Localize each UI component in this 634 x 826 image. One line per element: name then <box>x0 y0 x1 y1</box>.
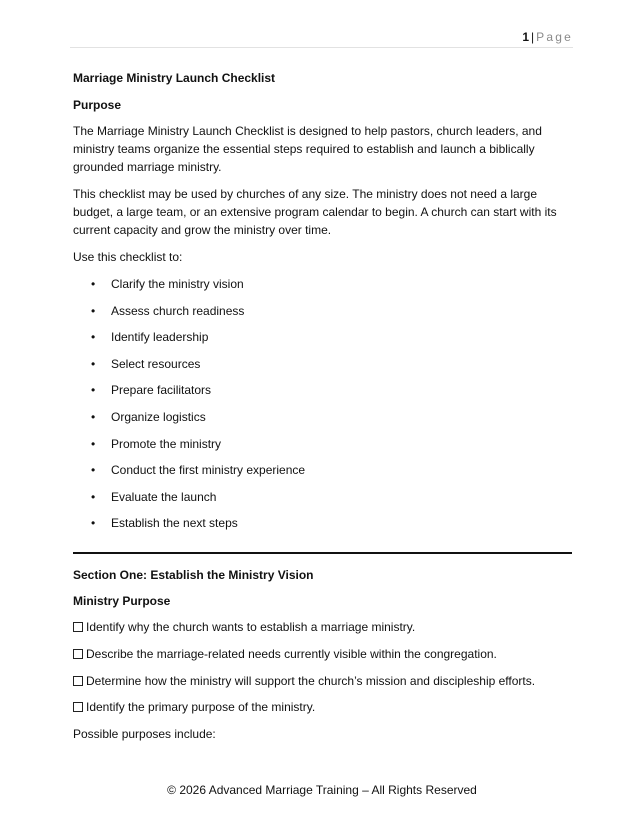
page-separator: | <box>531 30 535 44</box>
list-item: • Identify leadership <box>73 328 573 346</box>
list-item: • Promote the ministry <box>73 435 573 453</box>
page-footer: © 2026 Advanced Marriage Training – All Rights Reserved <box>167 783 477 797</box>
list-item: • Conduct the first ministry experience <box>73 461 573 479</box>
list-item: • Select resources <box>73 355 573 373</box>
usage-paragraph: This checklist may be used by churches of any size. The ministry does not need a large budget, a large team, or an extensive program calendar to begin. A church can start with its current capacity and grow the ministry over time. <box>73 187 557 237</box>
checklist-lead: Use this checklist to: <box>73 250 183 264</box>
checklist-item-label: Describe the marriage-related needs currently visible within the congregation. <box>86 646 497 661</box>
closing-paragraph: Possible purposes include: <box>73 726 216 741</box>
list-item: • Evaluate the launch <box>73 488 573 506</box>
page-number: 1 <box>522 30 530 44</box>
checklist-item-label: Determine how the ministry will support the church’s mission and discipleship efforts. <box>86 673 536 688</box>
checklist-item-label: Identify why the church wants to establish a marriage ministry. <box>86 620 416 635</box>
intro-paragraph: The Marriage Ministry Launch Checklist is designed to help pastors, church leaders, and ministry teams organize the essential steps required to establish and launch a biblically grounded marriage ministry. <box>73 124 542 174</box>
checklist-item[interactable] <box>73 645 573 663</box>
checklist-item[interactable] <box>73 672 573 690</box>
usage-list <box>73 275 573 532</box>
section-heading: Section One: Establish the Ministry Vision <box>73 568 314 583</box>
page-label: Page <box>536 30 573 44</box>
document-body <box>73 69 573 752</box>
checkbox-icon[interactable] <box>73 649 83 659</box>
purpose-heading: Purpose <box>73 98 122 112</box>
list-item: • Prepare facilitators <box>73 381 573 399</box>
list-item: • Establish the next steps <box>73 514 573 532</box>
list-item: • Assess church readiness <box>73 302 573 320</box>
checkbox-icon[interactable] <box>73 702 83 712</box>
page-header <box>70 30 573 48</box>
checklist-item[interactable] <box>73 698 573 716</box>
checkbox-icon[interactable] <box>73 676 83 686</box>
ministry-purpose-heading: Ministry Purpose <box>73 594 171 609</box>
list-item: • Clarify the ministry vision <box>73 275 573 293</box>
checklist-item-label: Identify the primary purpose of the ministry. <box>86 700 316 715</box>
document-title: Marriage Ministry Launch Checklist <box>73 71 276 85</box>
checkbox-icon[interactable] <box>73 622 83 632</box>
checklist-item[interactable] <box>73 618 573 636</box>
section-divider <box>73 552 572 554</box>
list-item: • Organize logistics <box>73 408 573 426</box>
